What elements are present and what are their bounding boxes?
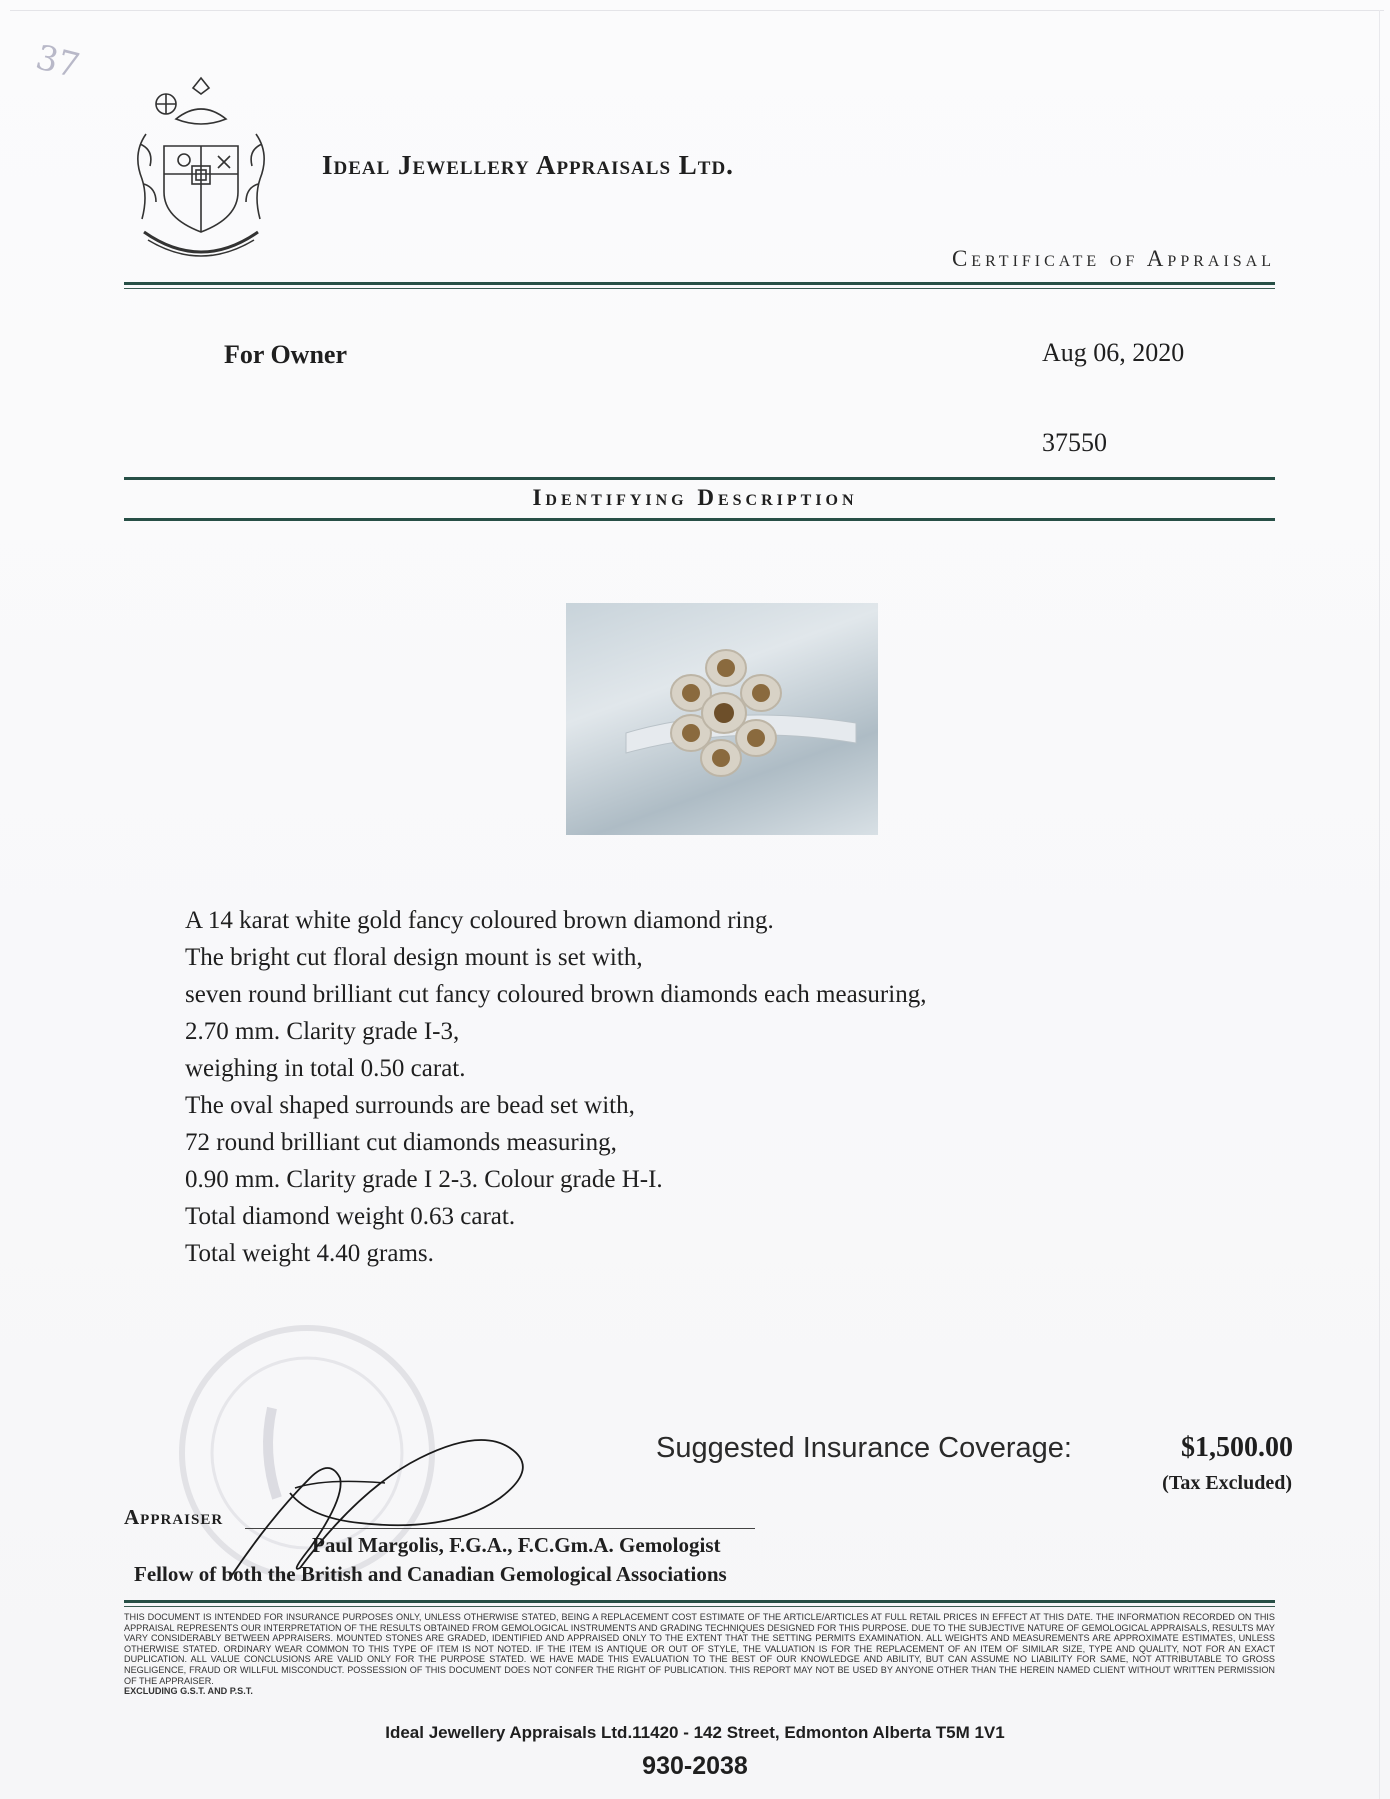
appraisal-date: Aug 06, 2020 [1042, 338, 1185, 367]
description-line: weighing in total 0.50 carat. [185, 1055, 466, 1082]
coat-of-arms-icon [126, 64, 276, 264]
header-divider [124, 282, 1275, 285]
owner-label: For Owner [224, 340, 347, 369]
header-divider [124, 288, 1275, 289]
section-divider [124, 477, 1275, 480]
section-title: Identifying Description [532, 485, 858, 510]
description-line: 0.90 mm. Clarity grade I 2-3. Colour grade H-I. [185, 1166, 663, 1193]
description-line: Total weight 4.40 grams. [185, 1240, 434, 1267]
description-line: Total diamond weight 0.63 carat. [185, 1203, 516, 1230]
description-line: 72 round brilliant cut diamonds measuring, [185, 1129, 617, 1156]
tax-note: (Tax Excluded) [1162, 1472, 1292, 1494]
handwritten-mark: 37 [31, 37, 84, 87]
appraiser-name: Paul Margolis, F.G.A., F.C.Gm.A. Gemologist [312, 1533, 721, 1557]
footer-divider [124, 1600, 1275, 1603]
tax-exclusion: EXCLUDING G.S.T. AND P.S.T. [124, 1686, 253, 1697]
ring-photo [566, 603, 878, 835]
company-name: Ideal Jewellery Appraisals Ltd. [322, 150, 734, 180]
description-line: A 14 karat white gold fancy coloured brown diamond ring. [185, 907, 774, 934]
legal-disclaimer [124, 1612, 1275, 1697]
description-line: The oval shaped surrounds are bead set with, [185, 1092, 635, 1119]
page-edge [1379, 10, 1380, 1799]
appraiser-signature [210, 1418, 570, 1588]
certificate-title: Certificate of Appraisal [951, 246, 1275, 271]
insurance-amount: $1,500.00 [1181, 1432, 1293, 1463]
description-line: The bright cut floral design mount is set with, [185, 944, 643, 971]
insurance-label: Suggested Insurance Coverage: [656, 1432, 1072, 1464]
appraiser-label: Appraiser [124, 1505, 224, 1529]
disclaimer-text: THIS DOCUMENT IS INTENDED FOR INSURANCE PURPOSES ONLY, UNLESS OTHERWISE STATED, BEING A REPLACEMENT COST ESTIMATE OF THE ARTICLE/ARTICLES AT FULL RETAIL PRICES IN EFFECT AT THIS DATE. THE INFORMATION RECORDED ON THIS APPRAISAL REPRESENTS OUR INTERPRETATION OF THE RESULTS OBTAINED FROM GEMOLOGICAL INSTRUMENTS AND GRADING TECHNIQUES DESIGNED FOR THIS PURPOSE. DUE TO THE SUBJECTIVE NATURE OF GEMOLOGICAL APPRAISALS, RESULTS MAY VARY CONSIDERABLY BETWEEN APPRAISERS. MOUNTED STONES ARE GRADED, IDENTIFIED AND APPRAISED ONLY TO THE EXTENT THAT THE SETTING PERMITS EXAMINATION. ALL WEIGHTS AND MEASUREMENTS ARE APPROXIMATE ESTIMATES, UNLESS OTHERWISE STATED. ORDINARY WEAR COMMON TO THIS TYPE OF ITEM IS NOT NOTED. IF THE ITEM IS ANTIQUE OR OUT OF STYLE, THE VALUATION IS FOR THE REPLACEMENT OF AN ITEM OF SIMILAR SIZE, TYPE AND QUALITY, NOT FOR AN EXACT DUPLICATION. ALL VALUE CONCLUSIONS ARE VALID ONLY FOR THE PURPOSE STATED. WE HAVE MADE THIS EVALUATION TO THE BEST OF OUR KNOWLEDGE AND ABILITY, BUT CAN ASSUME NO LIABILITY FOR SAME, NOT ATTRIBUTABLE TO GROSS NEGLIGENCE, FRAUD OR WILLFUL MISCONDUCT. POSSESSION OF THIS DOCUMENT DOES NOT CONFER THE RIGHT OF PUBLICATION. THIS REPORT MAY NOT BE USED BY ANYONE OTHER THAN THE HEREIN NAMED CLIENT WITHOUT WRITTEN PERMISSION OF THE APPRAISER. [124, 1612, 1275, 1686]
description-line: seven round brilliant cut fancy coloured brown diamonds each measuring, [185, 981, 927, 1008]
appraiser-fellowship: Fellow of both the British and Canadian Gemological Associations [134, 1562, 727, 1586]
description-line: 2.70 mm. Clarity grade I-3, [185, 1018, 460, 1045]
item-description [185, 902, 926, 1272]
footer-address: Ideal Jewellery Appraisals Ltd.11420 - 142 Street, Edmonton Alberta T5M 1V1 [385, 1723, 1005, 1742]
section-divider [124, 518, 1275, 521]
certificate-number: 37550 [1042, 428, 1107, 457]
footer-phone: 930-2038 [642, 1752, 748, 1780]
page-edge [10, 10, 1384, 11]
ring-image [566, 603, 878, 835]
footer-divider [124, 1606, 1275, 1607]
